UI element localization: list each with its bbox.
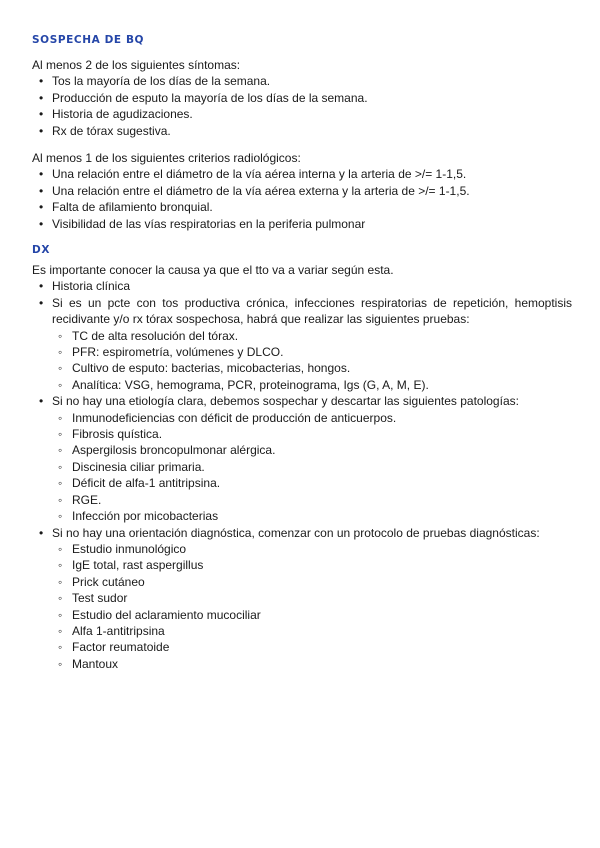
tests-sublist [52, 328, 572, 394]
list-item: • Producción de esputo la mayoría de los días de la semana. [32, 90, 572, 106]
sublist-item: ◦ Estudio del aclaramiento mucociliar [52, 607, 572, 623]
list-item: • Una relación entre el diámetro de la vía aérea externa y la arteria de >/= 1-1,5. [32, 183, 572, 199]
list-item-text: Si no hay una etiología clara, debemos sospechar y descartar las siguientes patologías: [52, 394, 519, 409]
list-item-text: Si no hay una orientación diagnóstica, comenzar con un protocolo de pruebas diagnósticas: [52, 525, 540, 540]
sublist-item: ◦ Analítica: VSG, hemograma, PCR, proteinograma, Igs (G, A, M, E). [52, 377, 572, 393]
sublist-item: ◦ Inmunodeficiencias con déficit de producción de anticuerpos. [52, 410, 572, 426]
list-item: • Historia de agudizaciones. [32, 106, 572, 122]
criteria-intro: Al menos 1 de los siguientes criterios radiológicos: [32, 151, 301, 165]
symptoms-intro: Al menos 2 de los siguientes síntomas: [32, 58, 241, 72]
symptoms-list [32, 73, 572, 139]
sublist-item: ◦ RGE. [52, 492, 572, 508]
list-item: • Tos la mayoría de los días de la semana. [32, 73, 572, 89]
sublist-item: ◦ Mantoux [52, 656, 572, 672]
sublist-item: ◦ Test sudor [52, 590, 572, 606]
sublist-item: ◦ Prick cutáneo [52, 574, 572, 590]
list-item: • Visibilidad de las vías respiratorias en la periferia pulmonar [32, 216, 572, 232]
sublist-item: ◦ TC de alta resolución del tórax. [52, 328, 572, 344]
symptoms-block [32, 57, 572, 139]
list-item: • Falta de afilamiento bronquial. [32, 199, 572, 215]
sublist-item: ◦ Aspergilosis broncopulmonar alérgica. [52, 442, 572, 458]
protocol-sublist [52, 541, 572, 672]
list-item [32, 393, 572, 524]
dx-block [32, 262, 572, 672]
sublist-item: ◦ Alfa 1-antitripsina [52, 623, 572, 639]
sublist-item: ◦ Fibrosis quística. [52, 426, 572, 442]
sublist-item: ◦ Cultivo de esputo: bacterias, micobacterias, hongos. [52, 360, 572, 376]
list-item [32, 278, 572, 294]
sublist-item: ◦ IgE total, rast aspergillus [52, 557, 572, 573]
criteria-list [32, 166, 572, 232]
sublist-item: ◦ Infección por micobacterias [52, 508, 572, 524]
list-item-text: Historia clínica [52, 279, 131, 294]
list-item-text: Si es un pcte con tos productiva crónica, infecciones respiratorias de repetición, hemoptisis recidivante y/o rx tórax sospechosa, habrá que realizar las siguientes pruebas: [52, 295, 572, 327]
sublist-item: ◦ Estudio inmunológico [52, 541, 572, 557]
pathologies-sublist [52, 410, 572, 525]
sublist-item: ◦ Factor reumatoide [52, 639, 572, 655]
sublist-item: ◦ Discinesia ciliar primaria. [52, 459, 572, 475]
dx-intro: Es importante conocer la causa ya que el tto va a variar según esta. [32, 263, 394, 277]
criteria-block [32, 150, 572, 232]
list-item: • Una relación entre el diámetro de la vía aérea interna y la arteria de >/= 1-1,5. [32, 166, 572, 182]
section-heading-dx: DX [32, 244, 51, 256]
dx-list [32, 278, 572, 672]
sublist-item: ◦ Déficit de alfa-1 antitripsina. [52, 475, 572, 491]
list-item [32, 525, 572, 673]
sublist-item: ◦ PFR: espirometría, volúmenes y DLCO. [52, 344, 572, 360]
section-heading-sospecha: SOSPECHA DE BQ [32, 34, 145, 46]
list-item [32, 295, 572, 393]
list-item: • Rx de tórax sugestiva. [32, 123, 572, 139]
